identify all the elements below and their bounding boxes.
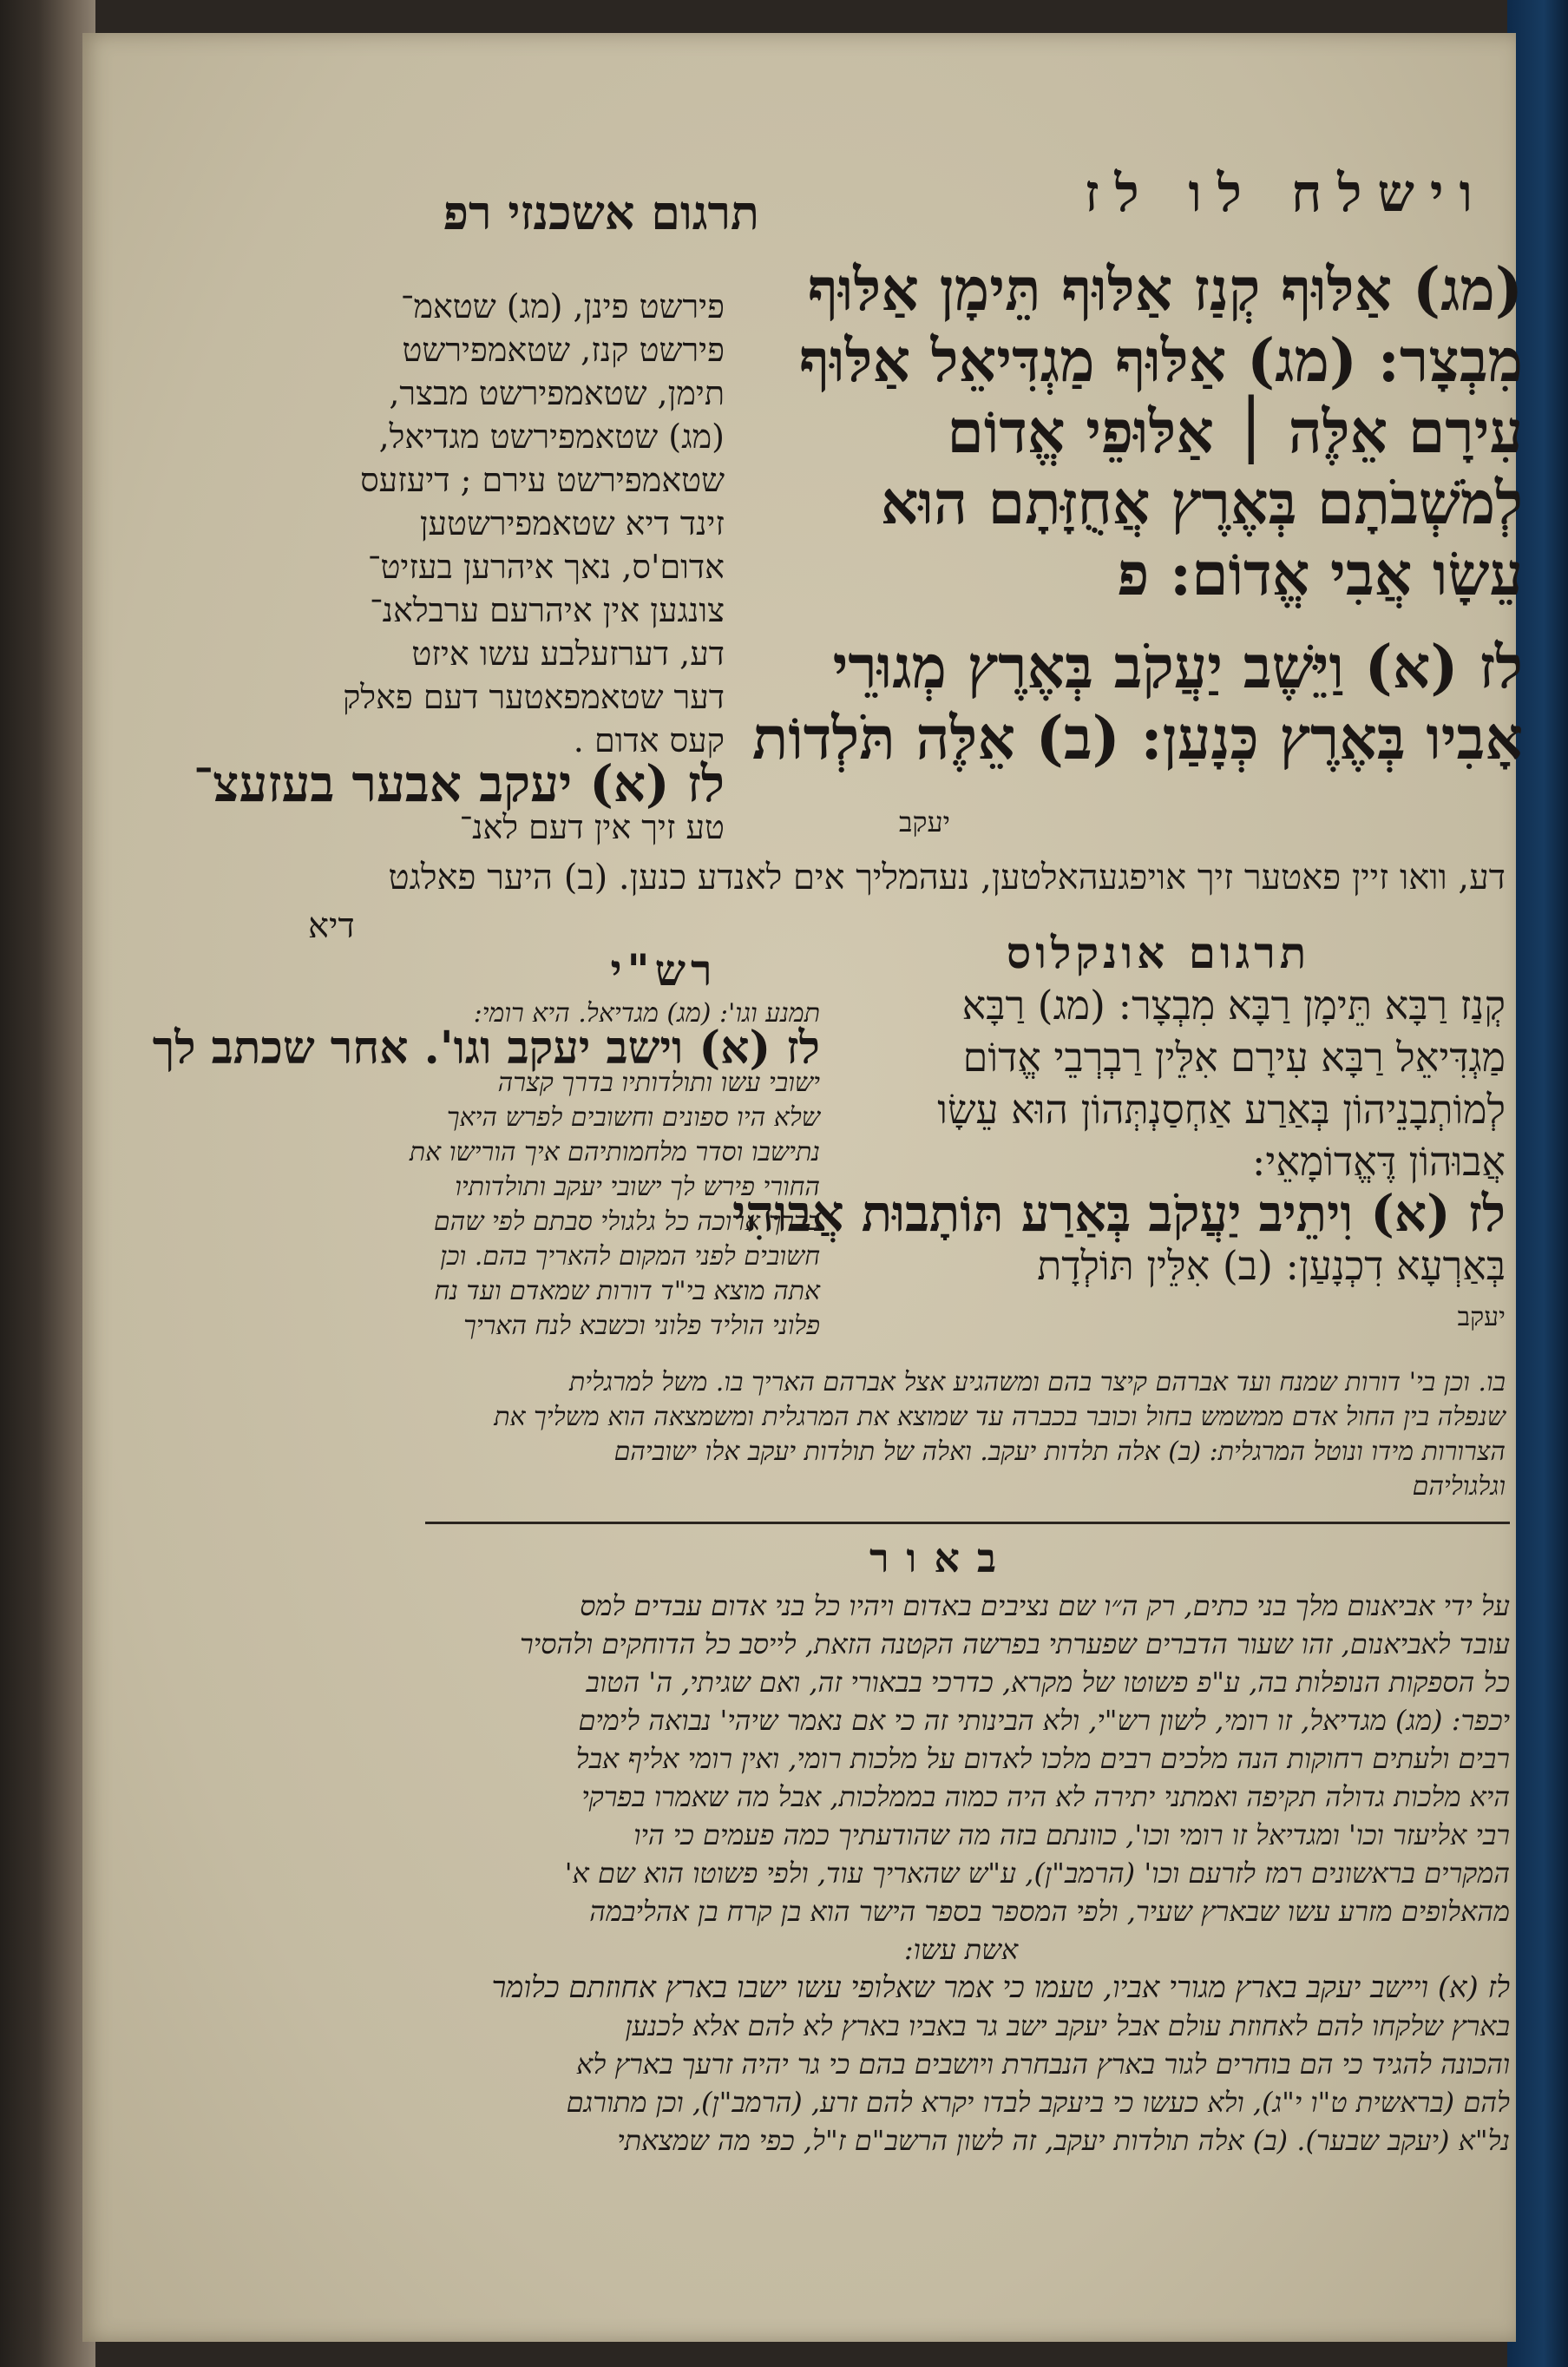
rashi-line: אתה מוצא בי"ד דורות שמאדם ועד נח [434,1276,820,1306]
onkelos-heading: תרגום אונקלוס [1006,927,1311,978]
torah-line: עִירָם אֵלֶּה ׀ אַלּוּפֵי אֱדוֹם [947,398,1523,467]
torah-line: (מג) אַלּוּף קְנַז אַלּוּף תֵּימָן אַלּוּף [807,255,1523,325]
rashi-chapter-line: לז (א) וישב יעקב וגו'. אחר שכתב לך [152,1022,820,1075]
translation-line: דע, דערזעלבע עשו איזט [411,634,725,673]
book-spine-left [0,0,95,2367]
translation-line: זינד דיא שטאמפירשטען [419,504,725,542]
biur-line: על ידי אביאנום מלך בני כתים, רק ה״ו שם נציבים באדום ויהיו כל בני אדום עבדים למס [580,1589,1510,1622]
parasha-header: וישלח לו לז [1084,163,1488,224]
rashi-line: וגלגוליהם [1412,1471,1506,1502]
book-page [82,33,1523,2342]
torah-line: לְמֹשְׁבֹתָם בְּאֶרֶץ אֲחֻזָּתָם הוּא [880,469,1523,538]
onkelos-text [732,979,1506,1344]
biur-line: והכונה להגיד כי הם בוחרים לגור בארץ הנבחרת ויושבים בהם כי גר יהיה זרעך בארץ לא [576,2048,1510,2081]
torah-line: אָבִיו בְּאֶרֶץ כְּנָעַן: (ב) אֵלֶּה תֹּלְדוֹת [751,704,1523,773]
onkelos-catchword: יעקב [1457,1302,1506,1332]
translation-line: (מג) שטאמפירשט מגדיאל, [378,418,725,456]
biur-line: בארץ שלקחו להם לאחוזת עולם אבל יעקב ישב גר באביו בארץ לא להם אלא לכנען [625,2009,1510,2042]
onkelos-line: קְנַז רַבָּא תֵּימָן רַבָּא מִבְצָר: (מג) רַבָּא [961,982,1506,1029]
rashi-line: שלא היו ספונים וחשובים לפרש היאך [446,1102,820,1133]
translation-line: שטאמפירשט עירם ; דיעזעס [360,461,725,499]
biur-line: רבים ולעתים רחוקות הנה מלכים רבים מלכו לאדום על מלכות רומי, ואין רומי אליף אבל [575,1742,1510,1775]
biur-line: אשת עשו: [903,1933,1019,1966]
rashi-heading: רש"י [610,944,718,996]
biur-line: היא מלכות גדולה תקיפה ואמתני יתירה לא היה כמוה בממלכות, אבל מה שאמרו בפרקי [581,1780,1510,1813]
translation-line: טע זיך אין דעם לאנ־ [459,808,725,846]
translation-line: פירשט קנז, שטאמפירשט [402,331,725,369]
biur-line: להם (בראשית ט"ו י"ג), ולא כעשו כי ביעקב לבדו יקרא להם זרע, (הרמב"ן), וכן מתורגם [566,2086,1510,2119]
onkelos-line: בְּאַרְעָא דִכְנָעַן: (ב) אִלֵּין תּוֹלְדָת [1037,1242,1506,1289]
biur-line: יכפר: (מג) מגדיאל, זו רומי, לשון רש"י, ולא הבינותי זה כי אם נאמר שיהי' נבואה לימים [578,1704,1510,1737]
catchword: יעקב [898,805,950,838]
biur-line: כל הספקות הנופלות בה, ע"פ פשוטו של מקרא, כדרכי בבאורי זה, ואם שגיתי, ה' הטוב [586,1666,1510,1699]
biur-heading: באור [869,1535,1014,1581]
biur-line: עובד לאביאנום, זהו שעור הדברים שפערתי בפרשה הקטנה הזאת, לייסב כל הדוחקים ולהסיר [520,1627,1510,1660]
biur-line: המקרים בראשונים רמז לזרעם וכו' (הרמב"ן), ע"ש שהאריך עוד, ולפי פשוטו הוא שם א' [564,1857,1510,1890]
rashi-line: פלוני הוליד פלוני וכשבא לנח האריך [463,1311,820,1341]
translation-line: אדום'ס, נאך איהרען בעזיט־ [367,548,725,586]
german-translation-column [193,285,725,849]
translation-line: תימן, שטאמפירשט מבצר, [389,374,725,412]
onkelos-line: אֲבוּהוֹן דֶּאֱדוֹמָאֵי: [1251,1138,1506,1185]
torah-line: מִבְצָר: (מג) אַלּוּף מַגְדִּיאֵל אַלּוּף [799,326,1523,396]
translation-line: פירשט פינן, (מג) שטאמ־ [400,287,725,325]
rashi-line: חשובים לפני המקום להאריך בהם. וכן [440,1241,820,1272]
rashi-continuation [386,1365,1506,1504]
translation-catchword: דיא [308,906,355,946]
rashi-line: הצרורות מידו ונוטל המרגלית: (ב) אלה תלדות יעקב. ואלה של תולדות יעקב אלו ישוביהם [613,1437,1506,1467]
onkelos-line: מַגְדִּיאֵל רַבָּא עִירָם אִלֵּין רַבְרְבֵי אֱדוֹם [962,1034,1506,1081]
translation-line: קעס אדום . [573,721,725,759]
section-divider [425,1522,1510,1524]
rashi-line: נתישבו וסדר מלחמותיהם איך הורישו את [409,1137,820,1167]
torah-line: לז (א) וַיֵּשֶׁב יַעֲקֹב בְּאֶרֶץ מְגוּרֵי [832,633,1523,702]
biur-chapter-line: לז (א) ויישב יעקב בארץ מגורי אביו, טעמו כי אמר שאלופי עשו ישבו בארץ אחוזתם כלומר [491,1970,1510,2005]
translation-line: צונגען אין איהרעם ערבלאנ־ [370,591,725,629]
translation-line: דער שטאמפאטער דעם פאלק [342,678,725,716]
biur-line: מהאלופים מזרע עשו שבארץ שעיר, ולפי המספר בספר הישר הוא בן קרח בן אהליבמה [589,1895,1510,1928]
torah-text-block-b [742,632,1523,774]
rashi-line: ישובי עשו ותולדותיו בדרך קצרה [497,1068,820,1098]
torah-line: עֵשָׂו אֲבִי אֱדוֹם: פ [1117,540,1523,609]
onkelos-chapter-line: לז (א) וִיתֵיב יַעֲקֹב בְּאַרַע תּוֹתָבוּת אֲבוּהִי [732,1184,1506,1243]
rashi-text [152,996,820,1344]
biur-line: נל"א (יעקב שבער). (ב) אלה תולדות יעקב, זה לשון הרשב"ם ז"ל, כפי מה שמצאתי [617,2124,1510,2157]
translation-line-wide: דע, וואו זיין פאטער זיך אויפגעהאלטען, נעהמליך אים לאנדע כנען. (ב) היער פאלגט [388,858,1506,897]
onkelos-line: לְמוֹתְבָנֵיהוֹן בְּאַרַע אַחְסַנְתְּהוֹן הוּא עֵשָׂו [937,1086,1506,1133]
biur-text [412,1587,1510,2160]
rashi-line: תמנע וגו': (מג) מגדיאל. היא רומי: [473,998,820,1029]
rashi-line: החורי פירש לך ישובי יעקב ותולדותיו [455,1172,820,1202]
rashi-line: בו. וכן בי' דורות שמנח ועד אברהם קיצר בהם ומשהגיע אצל אברהם האריך בו. משל למרגלית [568,1367,1506,1397]
biur-line: רבי אליעזר וכו' ומגדיאל זו רומי וכו', כוונתם בזה מה שהודעתיך כמה פעמים כי היו [633,1818,1510,1851]
rashi-line: בדרך ארוכה כל גלגולי סבתם לפי שהם [433,1207,820,1237]
rashi-line: שנפלה בין החול אדם ממשמש בחול וכובר בכברה עד שמוצא את המרגלית ומשמצאה הוא משליך את [494,1402,1506,1432]
translation-chapter-line: לז (א) יעקב אבער בעזעצ־ [193,754,725,813]
side-column-header: תרגום אשכנזי רפ [443,185,759,240]
torah-text-block-a [742,254,1523,610]
